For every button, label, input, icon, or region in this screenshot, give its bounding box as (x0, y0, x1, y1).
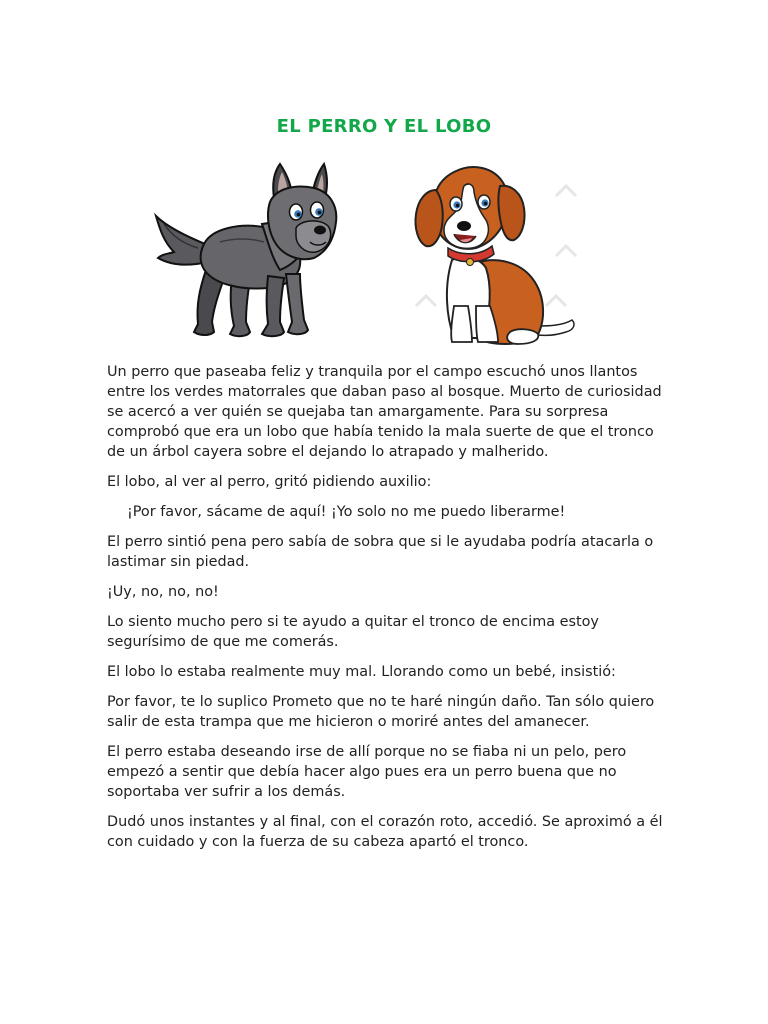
story-paragraph: El perro estaba deseando irse de allí porque no se fiaba ni un pelo, pero empezó a sentir que debía hacer algo pues era un perro buena que no soportaba ver sufrir a los demás. (107, 744, 627, 800)
story-paragraph: Dudó unos instantes y al final, con el corazón roto, accedió. Se aproximó a él con cuidado y con la fuerza de su cabeza apartó el tronco. (107, 814, 663, 850)
story-paragraph: Lo siento mucho pero si te ayudo a quitar el tronco de encima estoy segurísimo de que me comerás. (107, 614, 599, 650)
story-paragraph: Un perro que paseaba feliz y tranquila por el campo escuchó unos llantos entre los verdes matorrales que daban paso al bosque. Muerto de curiosidad se acercó a ver quién se quejaba tan amargamente. Para su sorpresa comprobó que era un lobo que había tenido la mala suerte de que el tronco de un árbol cayera sobre el dejando lo atrapado y malherido. (107, 364, 662, 460)
story-paragraph: Por favor, te lo suplico Prometo que no te haré ningún daño. Tan sólo quiero salir de esta trampa que me hicieron o moriré antes del amanecer. (107, 694, 655, 730)
story-paragraph: ¡Por favor, sácame de aquí! ¡Yo solo no me puedo liberarme! (127, 504, 566, 520)
story-paragraph: El lobo lo estaba realmente muy mal. Llorando como un bebé, insistió: (107, 664, 616, 680)
wolf-illustration (150, 158, 344, 348)
story-body (107, 362, 667, 862)
story-paragraph: El perro sintió pena pero sabía de sobra que si le ayudaba podría atacarla o lastimar sin piedad. (107, 534, 654, 570)
story-paragraph: ¡Uy, no, no, no! (107, 584, 219, 600)
dog-illustration (406, 156, 586, 350)
page-title: EL PERRO Y EL LOBO (276, 116, 492, 137)
story-paragraph: El lobo, al ver al perro, gritó pidiendo auxilio: (107, 474, 432, 490)
